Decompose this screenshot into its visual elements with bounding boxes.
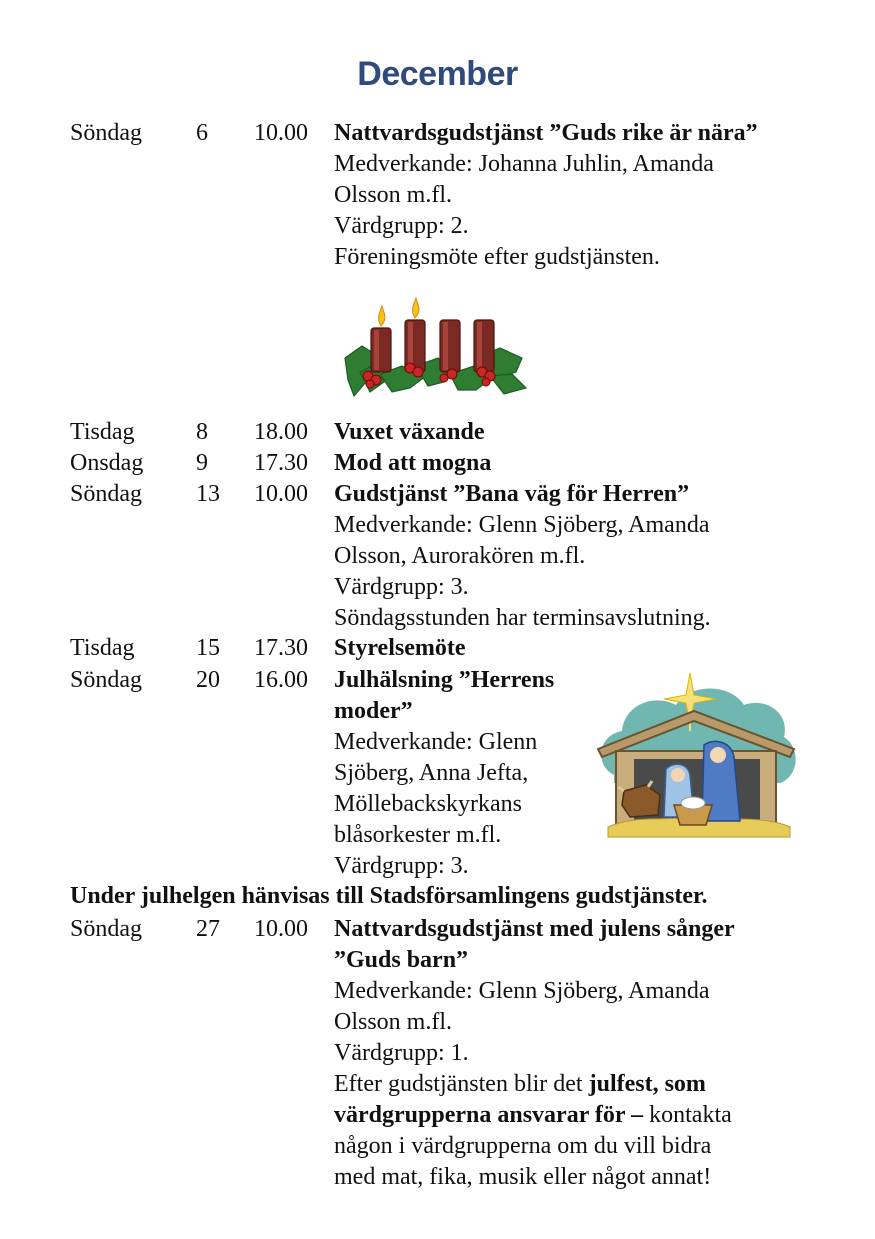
event-title: Julhälsning ”Herrens xyxy=(334,667,555,693)
event-title: Styrelsemöte xyxy=(334,635,466,661)
event-detail: Värdgrupp: 1. xyxy=(334,1040,469,1066)
event-time: 10.00 xyxy=(254,916,308,942)
event-date: 20 xyxy=(196,667,220,693)
event-detail: Medverkande: Glenn Sjöberg, Amanda xyxy=(334,978,710,1004)
event-time: 18.00 xyxy=(254,419,308,445)
event-detail: Medverkande: Johanna Juhlin, Amanda xyxy=(334,151,714,177)
event-time: 16.00 xyxy=(254,667,308,693)
event-description xyxy=(334,665,594,882)
event-description xyxy=(334,479,814,634)
event-date: 6 xyxy=(196,120,208,146)
event-day: Söndag xyxy=(70,120,142,146)
event-title: ”Guds barn” xyxy=(334,947,469,973)
event-detail: Värdgrupp: 3. xyxy=(334,853,469,879)
event-description xyxy=(334,448,814,479)
event-date: 13 xyxy=(196,481,220,507)
event-detail: Olsson m.fl. xyxy=(334,1009,453,1035)
event-day: Onsdag xyxy=(70,450,144,476)
event-detail: Olsson, Aurorakören m.fl. xyxy=(334,543,586,569)
event-date: 9 xyxy=(196,450,208,476)
event-detail-emphasis: värdgrupperna ansvarar för – xyxy=(334,1102,644,1128)
page-title: December xyxy=(357,55,518,93)
event-date: 15 xyxy=(196,635,220,661)
event-day: Söndag xyxy=(70,481,142,507)
event-detail: blåsorkester m.fl. xyxy=(334,822,502,848)
event-detail: Olsson m.fl. xyxy=(334,182,453,208)
event-date: 8 xyxy=(196,419,208,445)
event-date: 27 xyxy=(196,916,220,942)
event-detail: Föreningsmöte efter gudstjänsten. xyxy=(334,244,660,270)
event-detail xyxy=(334,1100,814,1131)
event-day: Söndag xyxy=(70,667,142,693)
event-title: Nattvardsgudstjänst ”Guds rike är nära” xyxy=(334,120,758,146)
event-time: 17.30 xyxy=(254,635,308,661)
event-time: 17.30 xyxy=(254,450,308,476)
event-detail: Söndagsstunden har terminsavslutning. xyxy=(334,605,711,631)
event-detail-emphasis: julfest, som xyxy=(588,1071,706,1097)
event-time: 10.00 xyxy=(254,481,308,507)
holiday-notice: Under julhelgen hänvisas till Stadsförsamlingens gudstjänster. xyxy=(70,883,708,909)
event-day: Tisdag xyxy=(70,635,135,661)
event-description xyxy=(334,417,814,448)
event-detail xyxy=(334,1069,814,1100)
event-detail: Medverkande: Glenn xyxy=(334,729,538,755)
event-detail-text: Efter gudstjänsten blir det xyxy=(334,1071,589,1097)
event-detail: Värdgrupp: 3. xyxy=(334,574,469,600)
event-description xyxy=(334,118,814,273)
advent-candles-icon xyxy=(340,296,530,400)
event-time: 10.00 xyxy=(254,120,308,146)
event-detail: någon i värdgrupperna om du vill bidra xyxy=(334,1133,712,1159)
event-title: Vuxet växande xyxy=(334,419,485,445)
event-day: Tisdag xyxy=(70,419,135,445)
event-detail: Medverkande: Glenn Sjöberg, Amanda xyxy=(334,512,710,538)
event-description xyxy=(334,633,814,664)
event-detail: Sjöberg, Anna Jefta, xyxy=(334,760,529,786)
event-detail: Möllebackskyrkans xyxy=(334,791,522,817)
nativity-scene-icon xyxy=(594,665,799,845)
event-title: Mod att mogna xyxy=(334,450,492,476)
event-title: Nattvardsgudstjänst med julens sånger xyxy=(334,916,735,942)
event-detail: Värdgrupp: 2. xyxy=(334,213,469,239)
event-title: moder” xyxy=(334,698,413,724)
event-title: Gudstjänst ”Bana väg för Herren” xyxy=(334,481,690,507)
event-description xyxy=(334,914,814,1193)
event-detail: med mat, fika, musik eller något annat! xyxy=(334,1164,712,1190)
event-day: Söndag xyxy=(70,916,142,942)
event-detail-text: kontakta xyxy=(643,1102,732,1128)
